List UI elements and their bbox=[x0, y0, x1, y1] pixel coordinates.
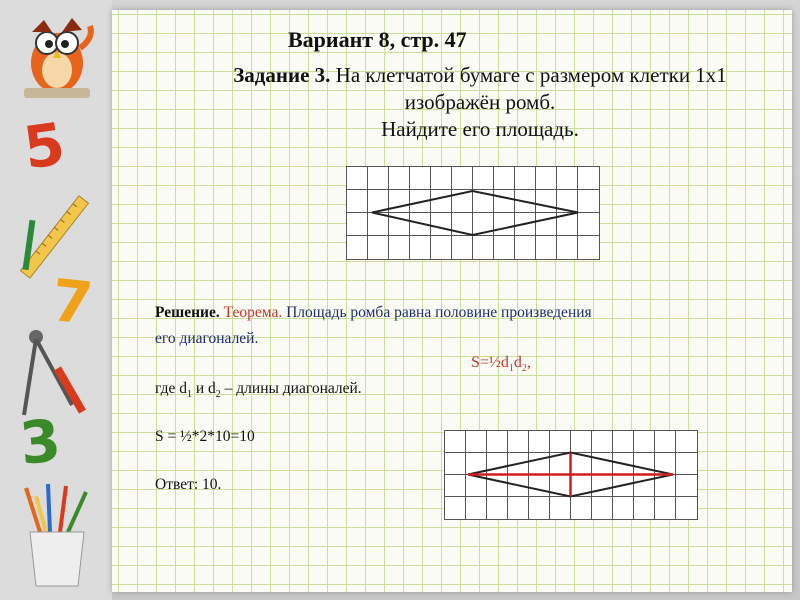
rhombus-figure bbox=[346, 166, 600, 260]
digit-five: 5 bbox=[19, 109, 69, 183]
theorem-text: Площадь ромба равна половине произведения bbox=[286, 304, 592, 321]
owl-teacher-icon bbox=[14, 8, 100, 103]
calculation: S = ½*2*10=10 bbox=[155, 428, 255, 445]
digit-three: 3 bbox=[16, 406, 64, 478]
task-label: Задание 3. bbox=[233, 63, 331, 87]
decorative-sidebar bbox=[0, 0, 112, 600]
task-statement bbox=[190, 62, 770, 143]
digit-seven: 7 bbox=[48, 266, 96, 338]
pencil-cup-icon bbox=[18, 482, 98, 592]
theorem-label: Теорема. bbox=[223, 304, 283, 321]
solution-label: Решение. bbox=[155, 304, 220, 321]
task-line-1: На клетчатой бумаге с размером клетки 1х1 bbox=[335, 63, 727, 87]
rhombus-diagonals-figure bbox=[444, 430, 698, 520]
task-line-3: Найдите его площадь. bbox=[381, 117, 579, 141]
area-formula: $S=\frac{1}{2}d_1d_2$, bbox=[471, 354, 531, 375]
task-line-2: изображён ромб. bbox=[404, 90, 556, 114]
diagonals-note: где $d_1$ и $d_2$ – длины диагоналей. bbox=[155, 380, 362, 401]
page-title: Вариант 8, стр. 47 bbox=[288, 27, 467, 52]
answer: Ответ: 10. bbox=[155, 476, 222, 493]
theorem-text-2: его диагоналей. bbox=[155, 330, 259, 347]
